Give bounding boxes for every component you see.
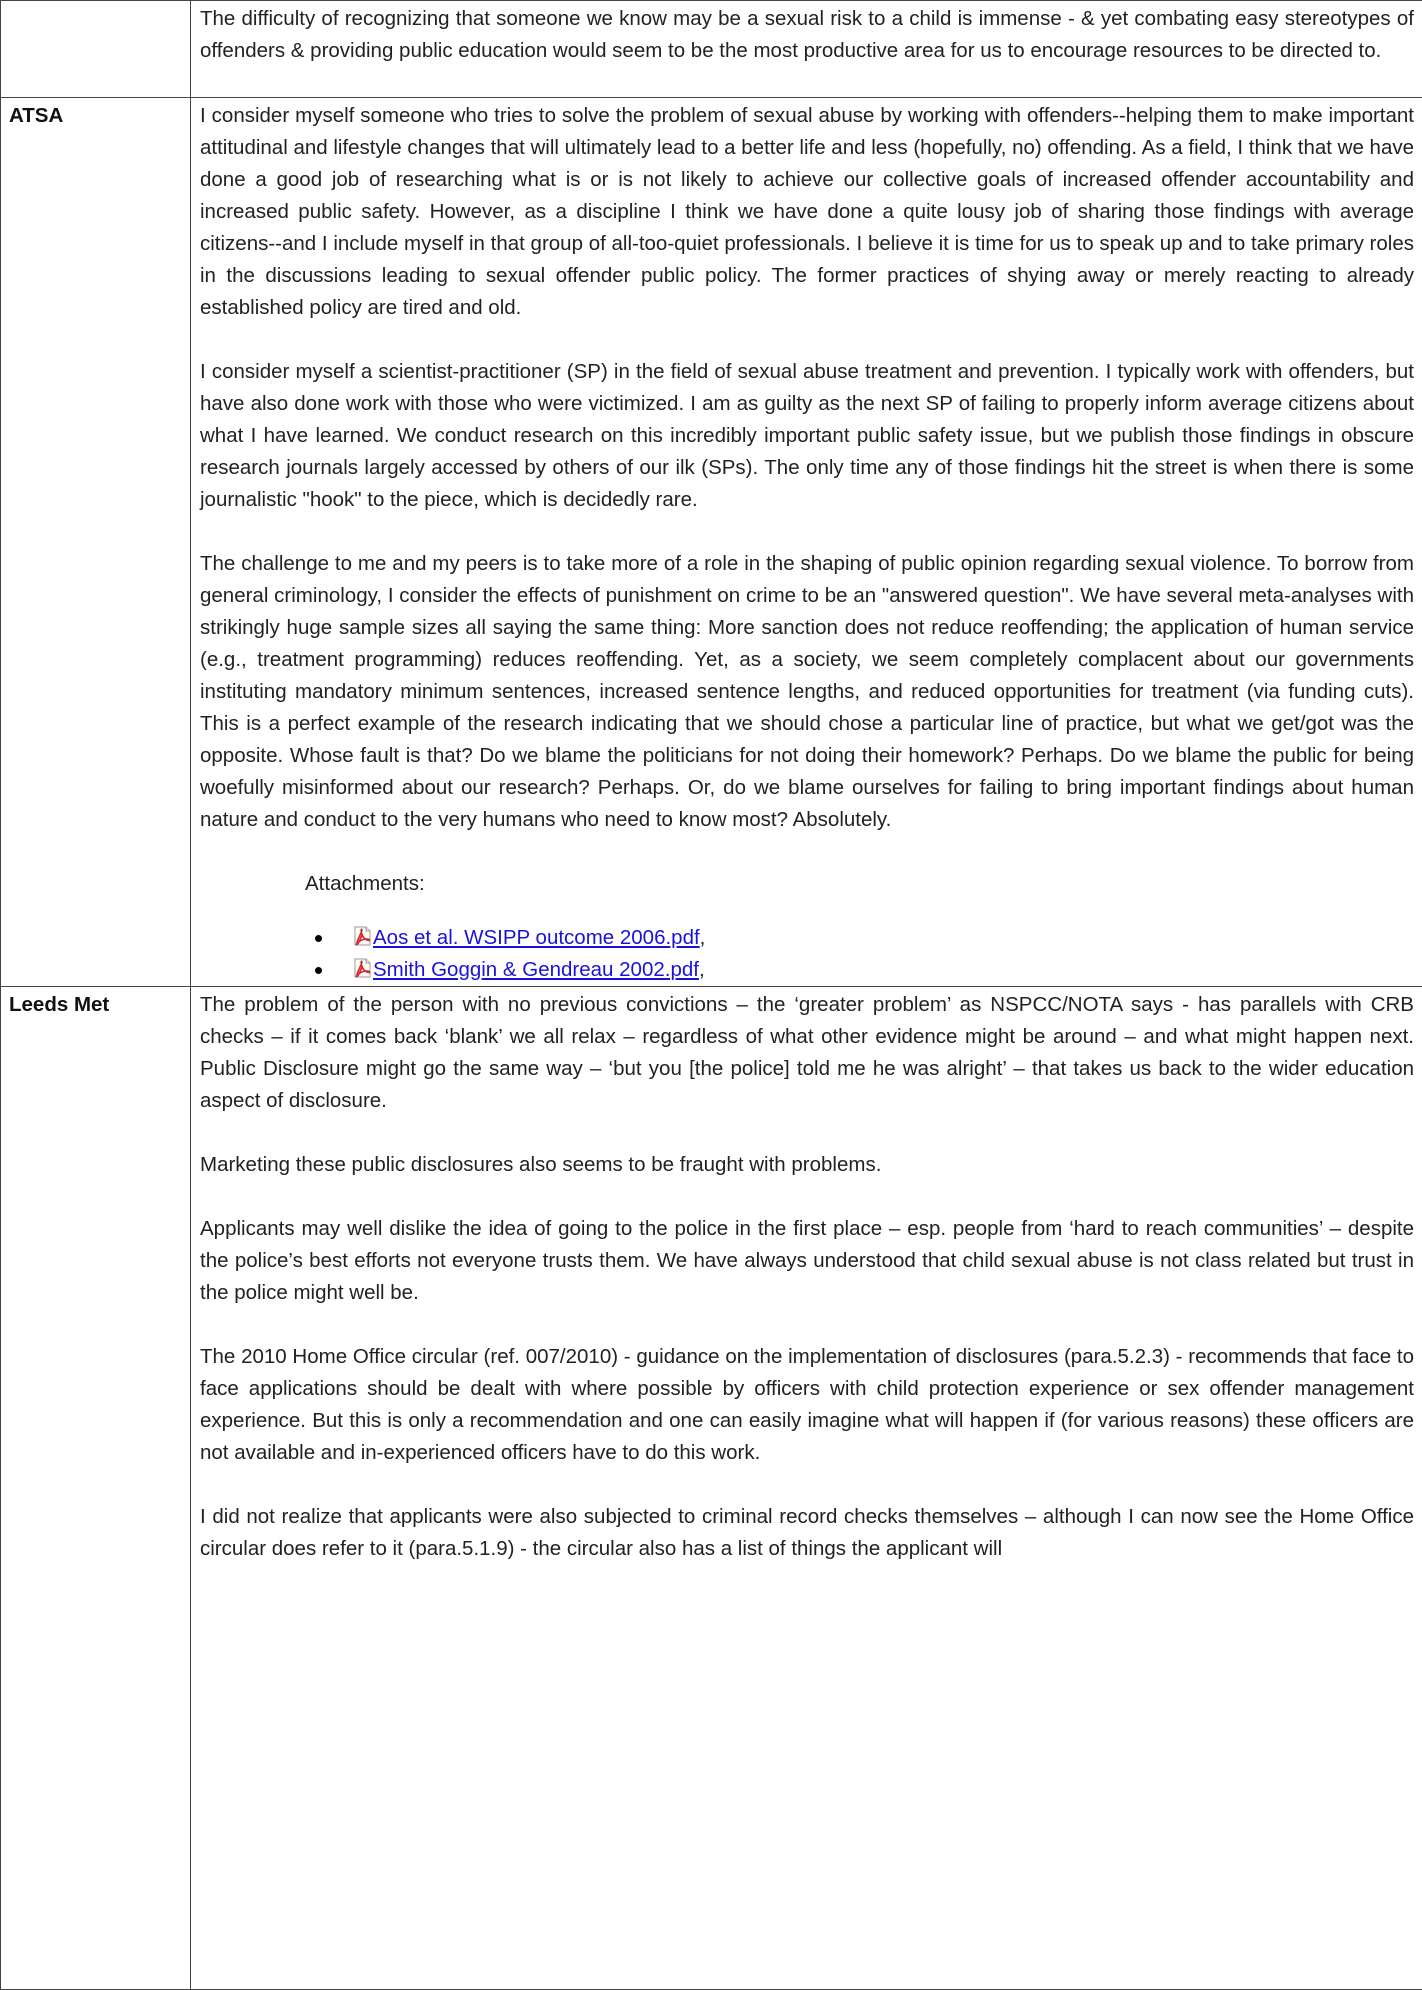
attachments-list bbox=[200, 922, 1414, 986]
table-row bbox=[1, 1, 1422, 98]
response-cell bbox=[191, 1, 1422, 98]
organisation-label bbox=[1, 1, 191, 98]
response-paragraph: The problem of the person with no previous convictions – the ‘greater problem’ as NSPCC/NOTA says - has parallels with CRB checks – if it comes back ‘blank’ we all relax – regardless of what other evidence might be around – and what might happen next. Public Disclosure might go the same way – ‘but you [the police] told me he was alright’ – that takes us back to the wider education aspect of disclosure. bbox=[200, 989, 1414, 1117]
response-paragraph: I consider myself a scientist-practitioner (SP) in the field of sexual abuse treatment and prevention. I typically work with offenders, but have also done work with those who were victimized. I am as guilty as the next SP of failing to properly inform average citizens about what I have learned. We conduct research on this incredibly important public safety issue, but we publish those findings in obscure research journals largely accessed by others of our ilk (SPs). The only time any of those findings hit the street is when there is some journalistic "hook" to the piece, which is decidedly rare. bbox=[200, 356, 1414, 516]
response-paragraph: I did not realize that applicants were also subjected to criminal record checks themselves – although I can now see the Home Office circular does refer to it (para.5.1.9) - the circular also has a list of things the applicant will bbox=[200, 1501, 1414, 1565]
response-paragraph: I consider myself someone who tries to solve the problem of sexual abuse by working with offenders--helping them to make important attitudinal and lifestyle changes that will ultimately lead to a better life and less (hopefully, no) offending. As a field, I think that we have done a good job of researching what is or is not likely to achieve our collective goals of increased offender accountability and increased public safety. However, as a discipline I think we have done a quite lousy job of sharing those findings with average citizens--and I include myself in that group of all-too-quiet professionals. I believe it is time for us to speak up and to take primary roles in the discussions leading to sexual offender public policy. The former practices of shying away or merely reacting to already established policy are tired and old. bbox=[200, 100, 1414, 324]
table-row bbox=[1, 98, 1422, 987]
response-paragraph: The difficulty of recognizing that someone we know may be a sexual risk to a child is immense - & yet combating easy stereotypes of offenders & providing public education would seem to be the most productive area for us to encourage resources to be directed to. bbox=[200, 3, 1414, 67]
pdf-icon bbox=[353, 958, 372, 978]
attachment-item bbox=[200, 922, 1414, 954]
organisation-label: Leeds Met bbox=[1, 987, 191, 1990]
organisation-label: ATSA bbox=[1, 98, 191, 987]
attachment-link-smith[interactable]: Smith Goggin & Gendreau 2002.pdf bbox=[373, 958, 699, 981]
attachment-link-aos[interactable]: Aos et al. WSIPP outcome 2006.pdf bbox=[373, 926, 700, 949]
response-paragraph: Marketing these public disclosures also seems to be fraught with problems. bbox=[200, 1149, 1414, 1181]
response-cell bbox=[191, 987, 1422, 1990]
response-paragraph: Applicants may well dislike the idea of going to the police in the first place – esp. people from ‘hard to reach communities’ – despite the police’s best efforts not everyone trusts them. We have always understood that child sexual abuse is not class related but trust in the police might well be. bbox=[200, 1213, 1414, 1309]
attachments-heading: Attachments: bbox=[200, 868, 1414, 900]
response-cell bbox=[191, 98, 1422, 987]
response-paragraph: The 2010 Home Office circular (ref. 007/2010) - guidance on the implementation of disclosures (para.5.2.3) - recommends that face to face applications should be dealt with where possible by officers with child protection experience or sex offender management experience. But this is only a recommendation and one can easily imagine what will happen if (for various reasons) these officers are not available and in-experienced officers have to do this work. bbox=[200, 1341, 1414, 1469]
attachment-separator: , bbox=[699, 958, 705, 981]
response-paragraph: The challenge to me and my peers is to take more of a role in the shaping of public opinion regarding sexual violence. To borrow from general criminology, I consider the effects of punishment on crime to be an "answered question". We have several meta-analyses with strikingly huge sample sizes all saying the same thing: More sanction does not reduce reoffending; the application of human service (e.g., treatment programming) reduces reoffending. Yet, as a society, we seem completely complacent about our governments instituting mandatory minimum sentences, increased sentence lengths, and reduced opportunities for treatment (via funding cuts). This is a perfect example of the research indicating that we should chose a particular line of practice, but what we get/got was the opposite. Whose fault is that? Do we blame the politicians for not doing their homework? Perhaps. Do we blame the public for being woefully misinformed about our research? Perhaps. Or, do we blame ourselves for failing to bring important findings about human nature and conduct to the very humans who need to know most? Absolutely. bbox=[200, 548, 1414, 836]
attachment-item bbox=[200, 954, 1414, 986]
attachment-separator: , bbox=[700, 926, 706, 949]
pdf-icon bbox=[353, 926, 372, 946]
table-row bbox=[1, 987, 1422, 1990]
